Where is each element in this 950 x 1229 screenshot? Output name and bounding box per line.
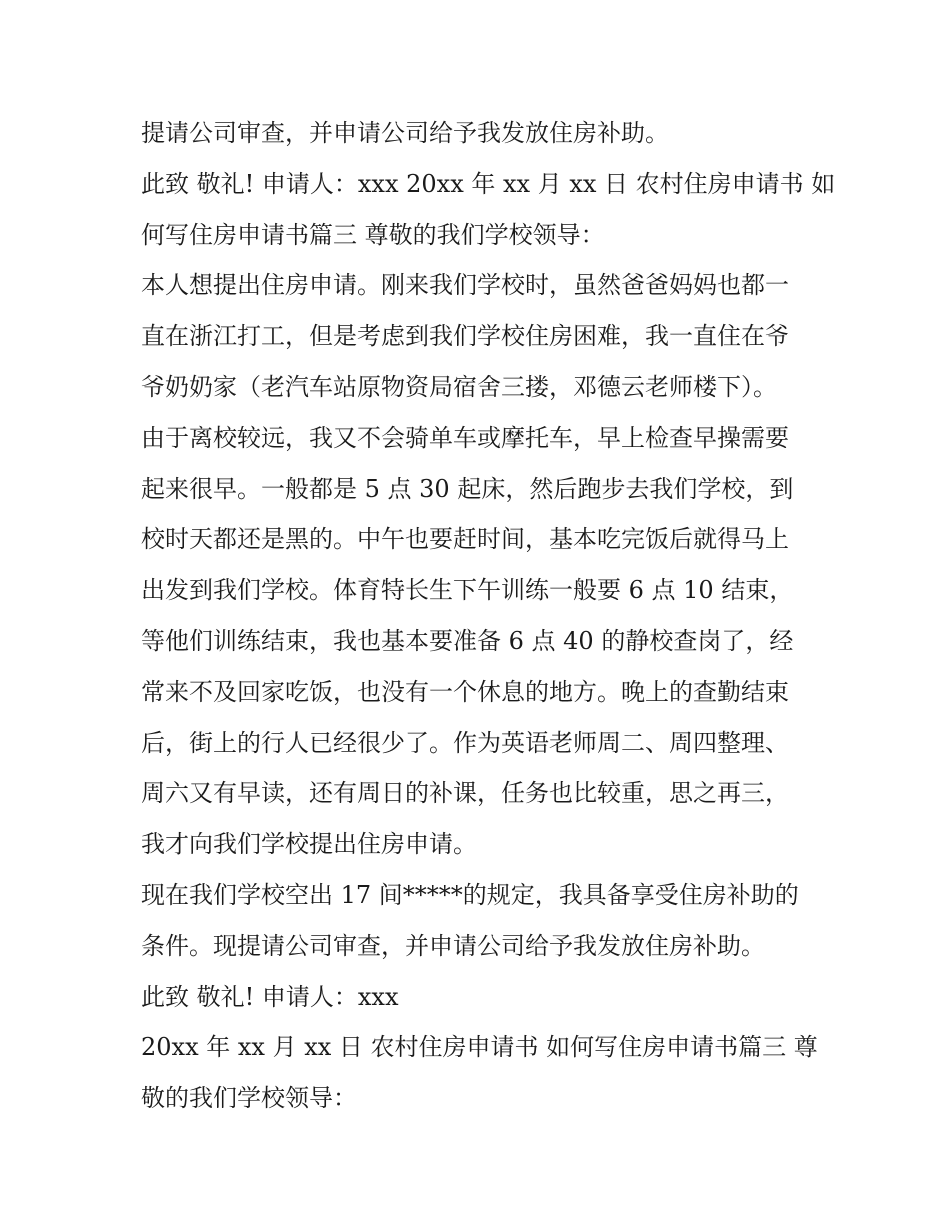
text-line: 由于离校较远，我又不会骑单车或摩托车，早上检查早操需要: [141, 423, 789, 452]
text-line: 出发到我们学校。体育特长生下午训练一般要 6 点 10 结束，: [141, 576, 794, 605]
text-line: 何写住房申请书篇三 尊敬的我们学校领导：: [141, 220, 605, 249]
text-line: 常来不及回家吃饭，也没有一个休息的地方。晚上的查勤结束: [141, 677, 789, 706]
text-line: 本人想提出住房申请。刚来我们学校时，虽然爸爸妈妈也都一: [141, 271, 789, 300]
text-line: 现在我们学校空出 17 间*****的规定，我具备享受住房补助的: [141, 880, 799, 909]
text-line: 周六又有早读，还有周日的补课，任务也比较重，思之再三，: [141, 779, 789, 808]
text-line: 爷奶奶家（老汽车站原物资局宿舍三搂，邓德云老师楼下）。: [141, 372, 777, 401]
text-line: 提请公司审查，并申请公司给予我发放住房补助。: [141, 119, 669, 147]
text-line: 后，街上的行人已经很少了。作为英语老师周二、周四整理、: [141, 728, 789, 757]
text-line: 此致 敬礼! 申请人：xxx 20xx 年 xx 月 xx 日 农村住房申请书 如: [141, 169, 836, 198]
text-line: 敬的我们学校领导：: [141, 1084, 357, 1113]
document-body: [141, 108, 836, 1124]
text-line: 等他们训练结束，我也基本要准备 6 点 40 的静校查岗了，经: [141, 626, 794, 655]
text-line: 我才向我们学校提出住房申请。: [141, 830, 477, 859]
text-line: 校时天都还是黑的。中午也要赶时间，基本吃完饭后就得马上: [141, 525, 789, 554]
text-line: 20xx 年 xx 月 xx 日 农村住房申请书 如何写住房申请书篇三 尊: [141, 1033, 818, 1062]
text-line: 直在浙江打工，但是考虑到我们学校住房困难，我一直住在爷: [141, 322, 789, 351]
text-line: 条件。现提请公司审查，并申请公司给予我发放住房补助。: [141, 931, 765, 960]
text-line: 此致 敬礼! 申请人：xxx: [141, 982, 399, 1011]
text-line: 起来很早。一般都是 5 点 30 起床，然后跑步去我们学校，到: [141, 474, 794, 503]
